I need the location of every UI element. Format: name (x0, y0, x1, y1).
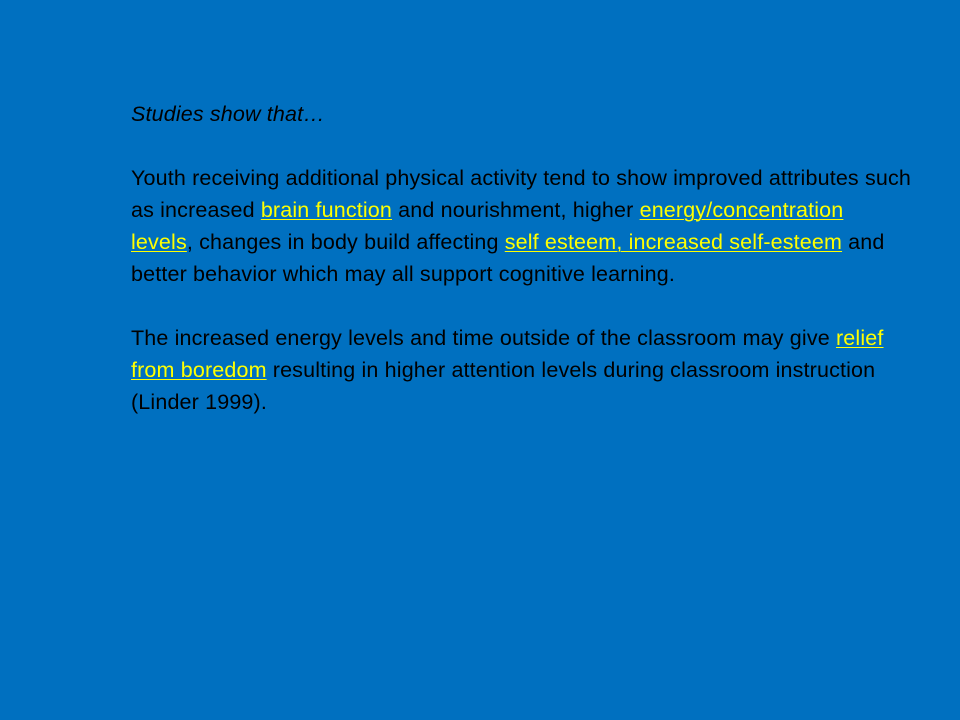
link-energy-concentration-levels[interactable]: energy/concentration levels (131, 198, 844, 254)
paragraph-energy-levels (131, 322, 911, 418)
link-relief-from-boredom[interactable]: relief from boredom (131, 326, 884, 382)
intro-heading: Studies show that… (131, 102, 325, 126)
paragraph1-text-1: Youth receiving additional physical activity tend to show improved attributes such as increased (131, 166, 911, 222)
link-brain-function[interactable]: brain function (260, 198, 393, 222)
paragraph1-text-4: and better behavior which may all support cognitive learning. (131, 230, 885, 286)
link-self-esteem[interactable]: self esteem, increased self-esteem (504, 230, 843, 254)
paragraph2-text-1: The increased energy levels and time outside of the classroom may give (131, 326, 836, 350)
paragraph1-text-3: , changes in body build affecting (186, 230, 505, 254)
paragraph2-text-2: resulting in higher attention levels during classroom instruction (Linder 1999). (131, 358, 876, 414)
slide-text-block (131, 98, 911, 418)
paragraph1-text-2: and nourishment, higher (392, 198, 640, 222)
paragraph-physical-activity (131, 162, 911, 290)
